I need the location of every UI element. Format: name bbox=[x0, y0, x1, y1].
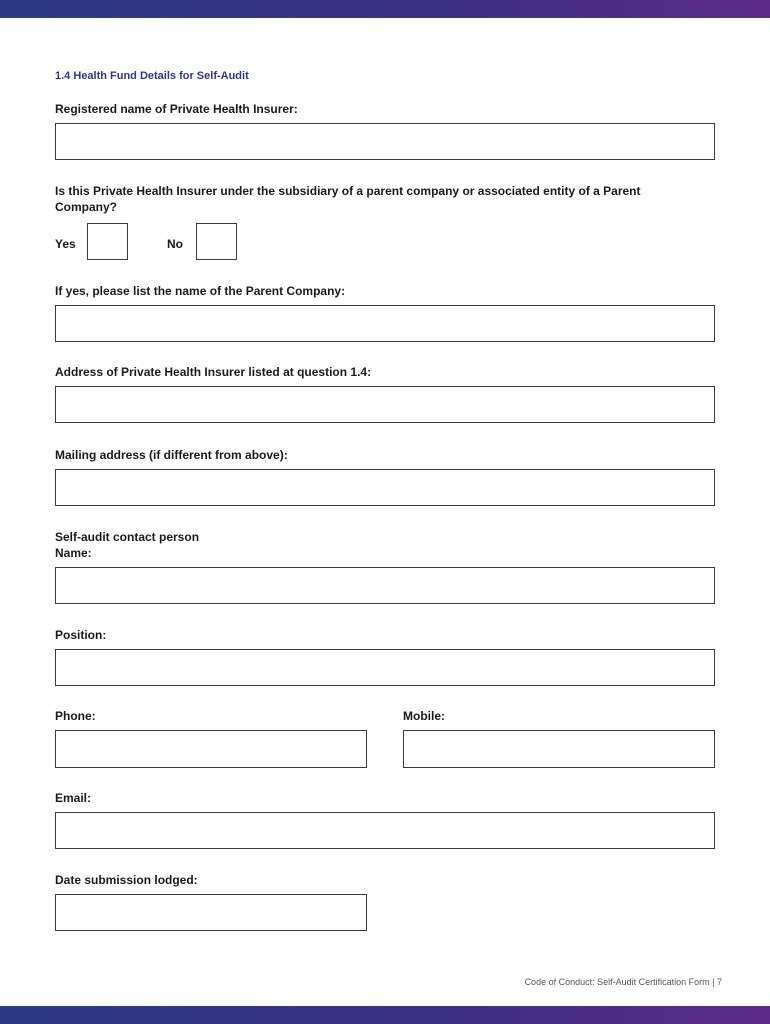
subsidiary-question: Is this Private Health Insurer under the subsidiary of a parent company or associated entity of a Parent Company? bbox=[55, 184, 641, 214]
mobile-label: Mobile: bbox=[403, 709, 445, 723]
yes-checkbox[interactable] bbox=[87, 223, 128, 260]
parent-company-input[interactable] bbox=[55, 305, 715, 342]
phone-input[interactable] bbox=[55, 730, 367, 768]
position-label: Position: bbox=[55, 628, 107, 642]
registered-name-input[interactable] bbox=[55, 123, 715, 160]
email-input[interactable] bbox=[55, 812, 715, 849]
email-label: Email: bbox=[55, 791, 92, 805]
address-input[interactable] bbox=[55, 386, 715, 423]
no-checkbox[interactable] bbox=[196, 223, 237, 260]
page-footer: Code of Conduct: Self-Audit Certification Form | 7 bbox=[524, 977, 722, 987]
name-label: Name: bbox=[55, 546, 92, 560]
contact-person-heading: Self-audit contact person bbox=[55, 530, 200, 544]
top-brand-band bbox=[0, 0, 770, 18]
yes-label: Yes bbox=[55, 237, 76, 251]
date-submission-label: Date submission lodged: bbox=[55, 873, 198, 887]
bottom-brand-band bbox=[0, 1006, 770, 1024]
mailing-address-input[interactable] bbox=[55, 469, 715, 506]
mobile-input[interactable] bbox=[403, 730, 715, 768]
registered-name-label: Registered name of Private Health Insurer: bbox=[55, 102, 298, 116]
parent-company-label: If yes, please list the name of the Parent Company: bbox=[55, 284, 346, 298]
name-input[interactable] bbox=[55, 567, 715, 604]
phone-label: Phone: bbox=[55, 709, 96, 723]
position-input[interactable] bbox=[55, 649, 715, 686]
no-label: No bbox=[167, 237, 183, 251]
mailing-address-label: Mailing address (if different from above): bbox=[55, 448, 288, 462]
section-title: 1.4 Health Fund Details for Self-Audit bbox=[55, 70, 249, 82]
address-label: Address of Private Health Insurer listed at question 1.4: bbox=[55, 365, 372, 379]
date-submission-input[interactable] bbox=[55, 894, 367, 931]
